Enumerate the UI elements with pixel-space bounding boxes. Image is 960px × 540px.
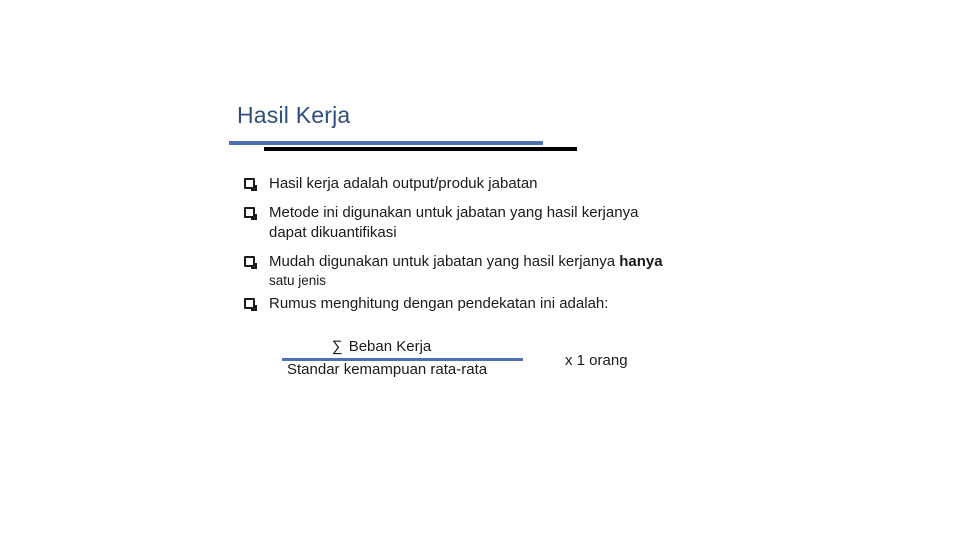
bullet-text-regular: Mudah digunakan untuk jabatan yang hasil kerjanya <box>269 253 620 270</box>
bullet-text-line1: Metode ini digunakan untuk jabatan yang hasil kerjanya <box>269 204 639 221</box>
title-underline-black <box>264 147 577 151</box>
slide-title: Hasil Kerja <box>237 102 351 128</box>
bullet-text-line2: satu jenis <box>269 273 327 288</box>
bullet-text: Hasil kerja adalah output/produk jabatan <box>269 175 538 192</box>
formula-multiplier: x 1 orang <box>565 352 628 369</box>
bullet-item <box>244 252 714 289</box>
numerator-text: Beban Kerja <box>348 338 432 355</box>
bullet-text-bold: hanya <box>619 253 663 270</box>
bullet-text-line1 <box>269 252 714 272</box>
sigma-symbol: ∑ <box>332 338 343 355</box>
formula-denominator: Standar kemampuan rata-rata <box>287 361 488 378</box>
bullet-item <box>244 203 714 243</box>
bullet-item <box>244 174 714 194</box>
checkbox-square-icon <box>244 178 255 189</box>
checkbox-square-icon <box>244 298 255 309</box>
bullet-text: Rumus menghitung dengan pendekatan ini adalah: <box>269 295 609 312</box>
bullet-item <box>244 294 714 314</box>
title-underline-blue <box>229 141 543 145</box>
checkbox-square-icon <box>244 256 255 267</box>
formula-numerator <box>332 338 431 355</box>
checkbox-square-icon <box>244 207 255 218</box>
bullet-text-line2: dapat dikuantifikasi <box>269 224 397 241</box>
